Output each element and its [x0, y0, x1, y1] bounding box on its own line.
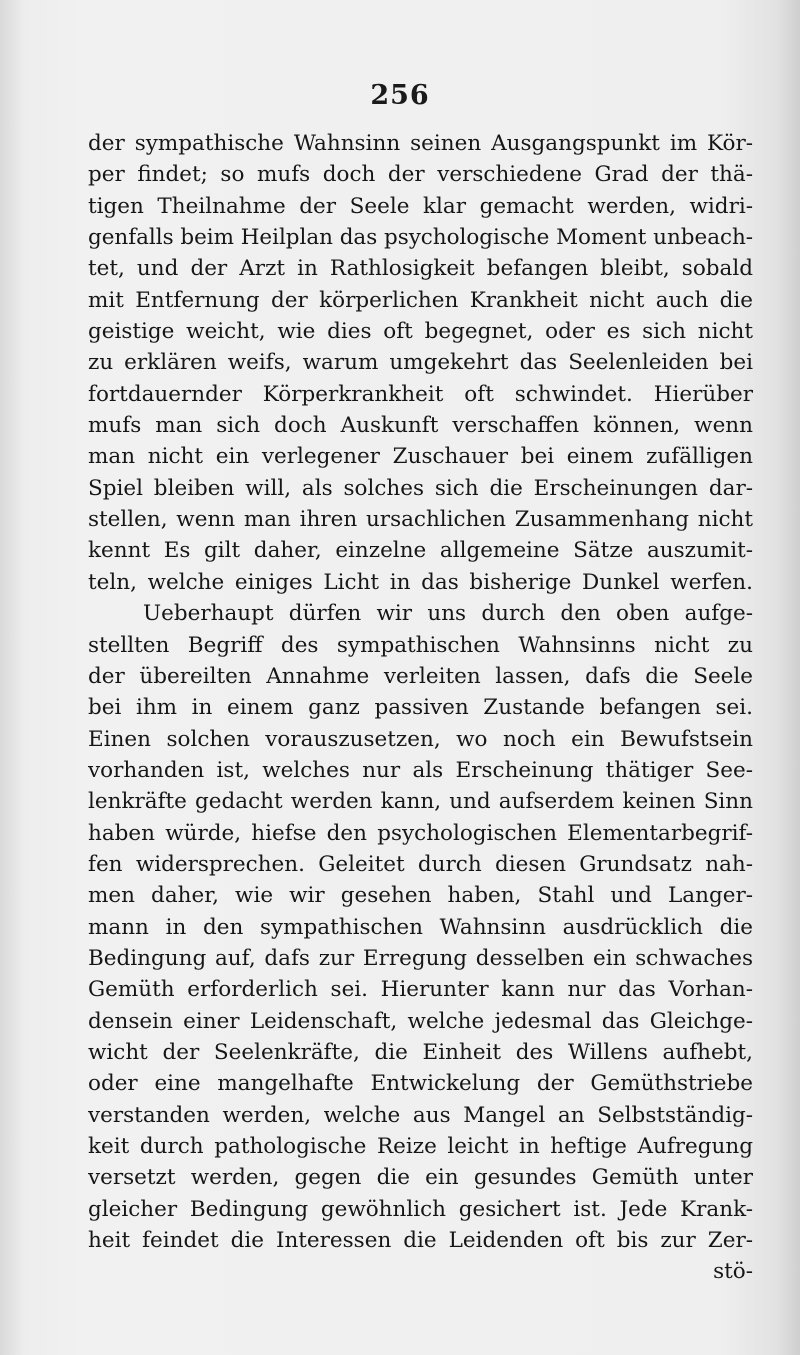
text-line: mufs man sich doch Auskunft verschaffen können, wenn [88, 413, 753, 439]
text-line: tet, und der Arzt in Rathlosigkeit befangen bleibt, sobald [88, 256, 753, 282]
text-line: gleicher Bedingung gewöhnlich gesichert ist. Jede Krank- [88, 1196, 753, 1222]
catchword: stö- [713, 1259, 753, 1285]
text-line: stellen, wenn man ihren ursachlichen Zusammenhang nicht [88, 507, 753, 533]
text-line: keit durch pathologische Reize leicht in heftige Aufregung [88, 1134, 753, 1159]
text-line: mann in den sympathischen Wahnsinn ausdrücklich die [88, 914, 753, 940]
text-line: haben würde, hiefse den psychologischen Elementarbegrif- [88, 820, 753, 846]
text-line: fen widersprechen. Geleitet durch diesen Grundsatz nah- [88, 851, 753, 877]
text-line: verstanden werden, welche aus Mangel an Selbstständig- [88, 1102, 753, 1128]
text-line: kennt Es gilt daher, einzelne allgemeine Sätze auszumit- [88, 538, 753, 564]
text-line: man nicht ein verlegener Zuschauer bei einem zufälligen [88, 444, 753, 470]
text-line: men daher, wie wir gesehen haben, Stahl und Langer- [88, 883, 753, 909]
text-line: Spiel bleiben will, als solches sich die Erscheinungen dar- [88, 475, 753, 501]
text-line: versetzt werden, gegen die ein gesundes Gemüth unter [88, 1165, 753, 1191]
text-line: per findet; so mufs doch der verschiedene Grad der thä- [88, 162, 753, 188]
body-text [88, 128, 753, 1288]
text-line: tigen Theilnahme der Seele klar gemacht werden, widri- [88, 193, 753, 219]
page-number: 256 [370, 80, 430, 111]
text-line: der übereilten Annahme verleiten lassen, dafs die Seele [88, 663, 753, 689]
text-line: Gemüth erforderlich sei. Hierunter kann nur das Vorhan- [88, 977, 753, 1003]
text-line: lenkräfte gedacht werden kann, und aufserdem keinen Sinn [88, 789, 753, 815]
text-line: Ueberhaupt dürfen wir uns durch den oben aufge- [143, 601, 753, 627]
text-line: Einen solchen vorauszusetzen, wo noch ein Bewufstsein [88, 726, 753, 752]
text-line: genfalls beim Heilplan das psychologische Moment unbeach- [88, 225, 753, 251]
text-line: zu erklären weifs, warum umgekehrt das Seelenleiden bei [88, 350, 753, 376]
text-line: mit Entfernung der körperlichen Krankheit nicht auch die [88, 287, 753, 313]
text-line: fortdauernder Körperkrankheit oft schwindet. Hierüber [88, 381, 753, 407]
text-line: vorhanden ist, welches nur als Erscheinung thätiger See- [88, 757, 753, 783]
text-line: stellten Begriff des sympathischen Wahnsinns nicht zu [88, 632, 753, 658]
text-line: wicht der Seelenkräfte, die Einheit des Willens aufhebt, [88, 1039, 753, 1065]
text-line: teln, welche einiges Licht in das bisherige Dunkel werfen. [88, 569, 753, 595]
text-line: bei ihm in einem ganz passiven Zustande befangen sei. [88, 695, 753, 721]
text-line: heit feindet die Interessen die Leidenden oft bis zur Zer- [88, 1228, 753, 1254]
text-line: geistige weicht, wie dies oft begegnet, oder es sich nicht [88, 319, 753, 345]
text-line: Bedingung auf, dafs zur Erregung desselben ein schwaches [88, 945, 753, 971]
text-line: der sympathische Wahnsinn seinen Ausgangspunkt im Kör- [88, 131, 753, 156]
text-line: oder eine mangelhafte Entwickelung der Gemüthstriebe [88, 1071, 753, 1097]
text-line: densein einer Leidenschaft, welche jedesmal das Gleichge- [88, 1008, 753, 1034]
